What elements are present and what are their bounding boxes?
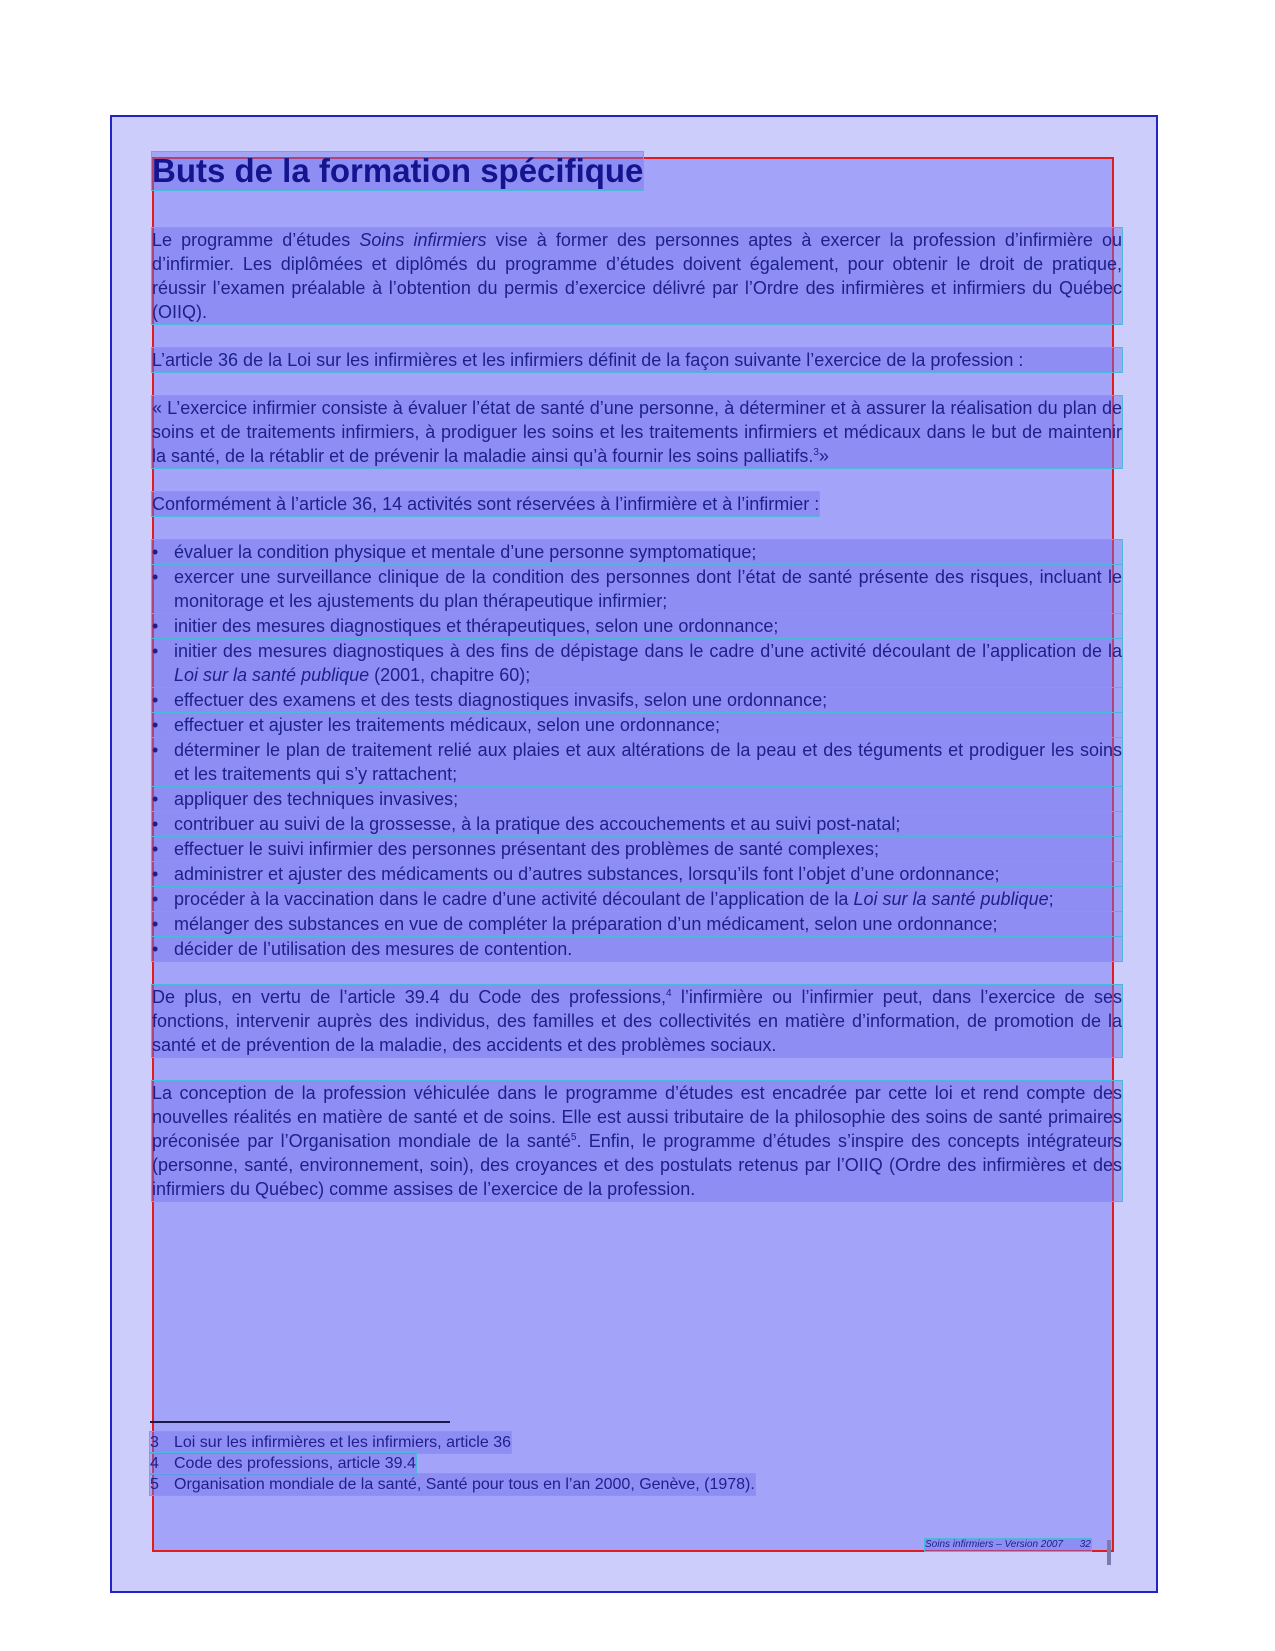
activity-text: procéder à la vaccination dans le cadre d’une activité découlant de l’application de la — [174, 889, 854, 909]
activity-text: exercer une surveillance clinique de la condition des personnes dont l’état de santé présente des risques, incluant le monitorage et les ajustements du plan thérapeutique infirmier; — [174, 567, 1122, 611]
list-item — [152, 887, 1122, 911]
list-item — [152, 688, 1122, 712]
activity-text-end: ; — [1048, 889, 1054, 909]
footnote-number: 4 — [150, 1455, 159, 1472]
footer-program-version: Soins infirmiers – Version 2007 — [925, 1539, 1064, 1550]
activity-text: effectuer et ajuster les traitements médicaux, selon une ordonnance; — [174, 715, 720, 735]
page-footer — [925, 1539, 1091, 1551]
quote-text: « L’exercice infirmier consiste à évaluer l’état de santé d’une personne, à déterminer et à assurer la réalisation du plan de soins et de traitements infirmiers, à prodiguer les soins et les traitements infirmiers et médicaux dans le but de maintenir la santé, de la rétablir et de prévenir la maladie ainsi qu’à fournir les soins palliatifs. — [152, 398, 1122, 466]
bullet-icon: • — [152, 715, 159, 735]
activity-text-end: (2001, chapitre 60); — [369, 665, 531, 685]
bullet-icon: • — [152, 542, 159, 562]
list-item — [152, 738, 1122, 786]
activity-text: initier des mesures diagnostiques et thérapeutiques, selon une ordonnance; — [174, 616, 779, 636]
activity-text: mélanger des substances en vue de compléter la préparation d’un médicament, selon une ordonnance; — [174, 914, 998, 934]
footnote-number: 5 — [150, 1476, 159, 1493]
intro-text-end: vise à former des personnes aptes à exercer la profession d’infirmière ou d’infirmier. Les diplômées et diplômés du programme d’études doivent également, pour obtenir le droit de pratique, réussir l’examen préalable à l’obtention du permis d’exercice délivré par l’Ordre des infirmières et infirmiers du Québec (OIIQ). — [152, 230, 1123, 322]
bullet-icon: • — [152, 864, 159, 884]
footnote-5 — [150, 1474, 755, 1495]
list-item — [152, 787, 1122, 811]
intro-paragraph — [152, 228, 1122, 324]
reserved-activities-list — [152, 540, 1122, 961]
footnote-4 — [150, 1453, 416, 1474]
law-quote — [152, 396, 1122, 468]
page-title: Buts de la formation spécifique — [152, 152, 644, 189]
list-item — [152, 862, 1122, 886]
bullet-icon: • — [152, 641, 159, 661]
bullet-icon: • — [152, 789, 159, 809]
program-name: Soins infirmiers — [359, 230, 487, 250]
page-number: 32 — [1079, 1539, 1091, 1550]
activity-text: contribuer au suivi de la grossesse, à la pratique des accouchements et au suivi post-natal; — [174, 814, 901, 834]
footnote-ref-4: 4 — [666, 988, 672, 999]
footnote-separator — [150, 1421, 450, 1423]
conception-text-start: La conception de la profession véhiculée dans le programme d’études est encadrée par cette loi et rend compte des nouvelles réalités en matière de santé et de soins. Elle est aussi tributaire de la philosophie des soins de santé primaires préconisée par l’Organisation mondiale de la santé — [152, 1083, 1122, 1151]
bullet-icon: • — [152, 914, 159, 934]
conception-paragraph — [152, 1081, 1122, 1201]
list-item — [152, 639, 1122, 687]
list-item — [152, 713, 1122, 737]
footnotes — [150, 1432, 1050, 1495]
quote-close: » — [818, 446, 829, 466]
article-36-paragraph: L’article 36 de la Loi sur les infirmières et les infirmiers définit de la façon suivante l’exercice de la profession : — [152, 348, 1122, 372]
activity-text: administrer et ajuster des médicaments ou d’autres substances, lorsqu’ils font l’objet d’une ordonnance; — [174, 864, 1000, 884]
activity-text: évaluer la condition physique et mentale d’une personne symptomatique; — [174, 542, 757, 562]
footnote-number: 3 — [150, 1434, 159, 1451]
document-body — [152, 152, 1122, 1201]
list-item — [152, 565, 1122, 613]
activity-text: appliquer des techniques invasives; — [174, 789, 459, 809]
bullet-icon: • — [152, 690, 159, 710]
footnote-ref-5: 5 — [570, 1132, 577, 1143]
law-title: Loi sur la santé publique — [853, 889, 1049, 909]
activity-text: décider de l’utilisation des mesures de contention. — [174, 939, 573, 959]
footnote-text: Organisation mondiale de la santé, Santé pour tous en l’an 2000, Genève, (1978). — [174, 1476, 755, 1493]
bullet-icon: • — [152, 889, 159, 909]
list-item — [152, 812, 1122, 836]
activity-text: déterminer le plan de traitement relié aux plaies et aux altérations de la peau et des téguments et prodiguer les soins et les traitements qui s’y rattachent; — [174, 740, 1122, 784]
bullet-icon: • — [152, 567, 159, 587]
footnote-text: Code des professions, article 39.4 — [174, 1455, 416, 1472]
activity-text: effectuer le suivi infirmier des personnes présentant des problèmes de santé complexes; — [174, 839, 880, 859]
footer-mark — [1107, 1540, 1111, 1565]
list-item — [152, 912, 1122, 936]
law-title: Loi sur la santé publique — [174, 665, 370, 685]
list-item — [152, 614, 1122, 638]
bullet-icon: • — [152, 740, 159, 760]
list-item — [152, 937, 1122, 961]
list-item — [152, 837, 1122, 861]
activity-text: effectuer des examens et des tests diagnostiques invasifs, selon une ordonnance; — [174, 690, 828, 710]
intro-text-start: Le programme d’études — [152, 230, 360, 250]
article-39-text-end: l’infirmière ou l’infirmier peut, dans l’exercice de ses fonctions, intervenir auprès des individus, des familles et des collectivités en matière d’information, de promotion de la santé et de prévention de la maladie, des accidents et des problèmes sociaux. — [152, 987, 1122, 1055]
bullet-icon: • — [152, 839, 159, 859]
bullet-icon: • — [152, 939, 159, 959]
article-39-text-start: De plus, en vertu de l’article 39.4 du Code des professions, — [152, 987, 667, 1007]
bullet-icon: • — [152, 616, 159, 636]
bullet-icon: • — [152, 814, 159, 834]
footnote-text: Loi sur les infirmières et les infirmiers, article 36 — [174, 1434, 511, 1451]
activities-intro: Conformément à l’article 36, 14 activités sont réservées à l’infirmière et à l’infirmier : — [152, 494, 820, 514]
article-39-paragraph — [152, 985, 1122, 1057]
activity-text: initier des mesures diagnostiques à des fins de dépistage dans le cadre d’une activité découlant de l’application de la — [174, 641, 1122, 661]
footnote-3 — [150, 1432, 511, 1453]
footnote-ref-3: 3 — [813, 447, 819, 458]
list-item — [152, 540, 1122, 564]
conception-text-end: . Enfin, le programme d’études s’inspire des concepts intégrateurs (personne, santé, environnement, soin), des croyances et des postulats retenus par l’OIIQ (Ordre des infirmières et des infirmiers du Québec) comme assises de l’exercice de la profession. — [152, 1131, 1122, 1199]
